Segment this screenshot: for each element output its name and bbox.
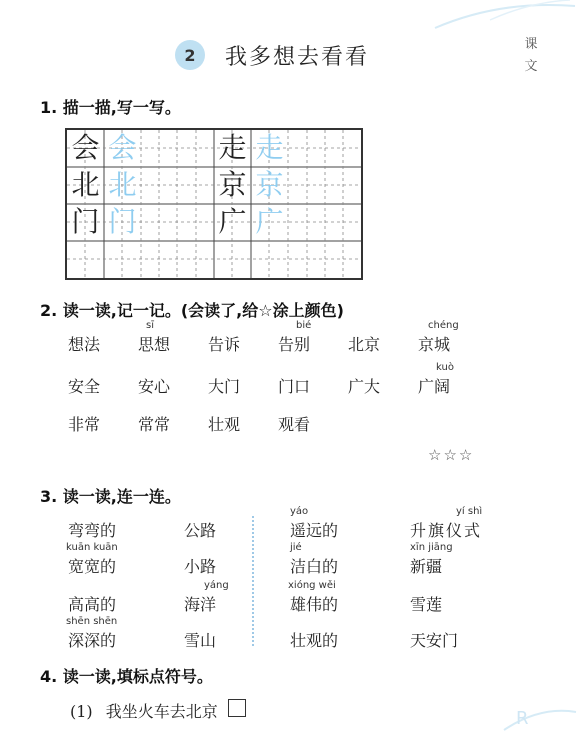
vocab-word: 广大 xyxy=(348,377,381,396)
side-tab-char: 文 xyxy=(524,59,538,74)
match-pinyin: shēn shēn xyxy=(66,616,118,627)
model-character: 会 xyxy=(71,131,100,164)
match-right-item[interactable]: 海洋 xyxy=(184,595,217,614)
lesson-number-badge xyxy=(175,40,205,70)
star-rating[interactable]: ☆☆☆ xyxy=(428,446,475,464)
vocab-pinyin: kuò xyxy=(436,362,454,373)
match-left-item[interactable]: 遥远的 xyxy=(290,521,339,540)
section-4-heading: 4. 读一读,填标点符号。 xyxy=(40,667,213,686)
vocab-word: 常常 xyxy=(138,415,171,434)
match-right-item[interactable]: 雪莲 xyxy=(410,595,443,614)
vocab-word: 观看 xyxy=(278,415,311,434)
match-right-item[interactable]: 小路 xyxy=(184,557,217,576)
model-character: 京 xyxy=(218,168,247,201)
match-right-item[interactable]: 天安门 xyxy=(410,631,459,650)
vocab-word: 门口 xyxy=(278,377,311,396)
corner-decoration-bottom xyxy=(500,700,577,733)
punctuation-answer-box[interactable] xyxy=(228,699,246,717)
vocab-word: 想法 xyxy=(68,335,101,354)
trace-character: 广 xyxy=(255,205,284,238)
match-pinyin: jié xyxy=(290,542,302,553)
match-left-item[interactable]: 高高的 xyxy=(68,595,117,614)
side-tab-char: 课 xyxy=(524,37,538,52)
vocab-pinyin: bié xyxy=(296,320,312,331)
match-left-item[interactable]: 深深的 xyxy=(68,631,117,650)
vocab-word: 北京 xyxy=(348,335,381,354)
writing-grid xyxy=(65,128,363,280)
vocab-word: 安心 xyxy=(138,377,171,396)
vocab-word: 京城 xyxy=(418,335,451,354)
match-right-item[interactable]: 升旗仪式 xyxy=(410,521,483,540)
sentence-text: 我坐火车去北京 xyxy=(105,702,218,721)
trace-character: 会 xyxy=(108,131,137,164)
vocab-word: 壮观 xyxy=(208,415,241,434)
lesson-title: 我多想去看看 xyxy=(225,45,370,70)
match-pinyin: xīn jiāng xyxy=(410,542,453,553)
trace-character: 走 xyxy=(255,131,284,164)
punctuation-sentence xyxy=(70,699,218,722)
match-left-item[interactable]: 雄伟的 xyxy=(290,595,339,614)
match-pinyin: yí shì xyxy=(456,506,483,517)
vocab-pinyin: chéng xyxy=(428,320,459,331)
match-pinyin: yáng xyxy=(204,580,229,591)
match-pinyin: xióng wěi xyxy=(288,580,336,591)
trace-character: 北 xyxy=(108,168,137,201)
divider-dotted-line xyxy=(252,516,260,646)
section-1-heading: 1. 描一描,写一写。 xyxy=(40,98,181,117)
vocab-pinyin: sī xyxy=(146,320,154,331)
match-right-item[interactable]: 雪山 xyxy=(184,631,217,650)
vocab-word: 非常 xyxy=(68,415,101,434)
match-left-item[interactable]: 宽宽的 xyxy=(68,557,117,576)
trace-character: 门 xyxy=(108,205,137,238)
vocab-word: 安全 xyxy=(68,377,101,396)
vocab-word: 广阔 xyxy=(418,377,451,396)
match-right-item[interactable]: 公路 xyxy=(184,521,217,540)
side-tab xyxy=(522,34,540,78)
match-left-item[interactable]: 洁白的 xyxy=(290,557,339,576)
model-character: 北 xyxy=(71,168,100,201)
section-3-heading: 3. 读一读,连一连。 xyxy=(40,487,181,506)
sentence-label: (1) xyxy=(70,702,93,721)
match-pinyin: kuān kuān xyxy=(66,542,118,553)
vocab-word: 大门 xyxy=(208,377,241,396)
svg-text:R: R xyxy=(516,708,529,729)
model-character: 门 xyxy=(71,205,100,238)
match-right-item[interactable]: 新疆 xyxy=(410,557,443,576)
vocab-word: 告别 xyxy=(278,335,311,354)
corner-decoration-top xyxy=(430,0,577,30)
match-left-item[interactable]: 弯弯的 xyxy=(68,521,117,540)
model-character: 走 xyxy=(218,131,247,164)
match-left-item[interactable]: 壮观的 xyxy=(290,631,339,650)
vocab-word: 告诉 xyxy=(208,335,241,354)
vocab-word: 思想 xyxy=(138,335,171,354)
match-pinyin: yáo xyxy=(290,506,309,517)
model-character: 广 xyxy=(218,205,247,238)
section-2-heading: 2. 读一读,记一记。(会读了,给☆涂上颜色) xyxy=(40,301,344,320)
trace-character: 京 xyxy=(255,168,284,201)
lesson-number: 2 xyxy=(184,45,196,65)
